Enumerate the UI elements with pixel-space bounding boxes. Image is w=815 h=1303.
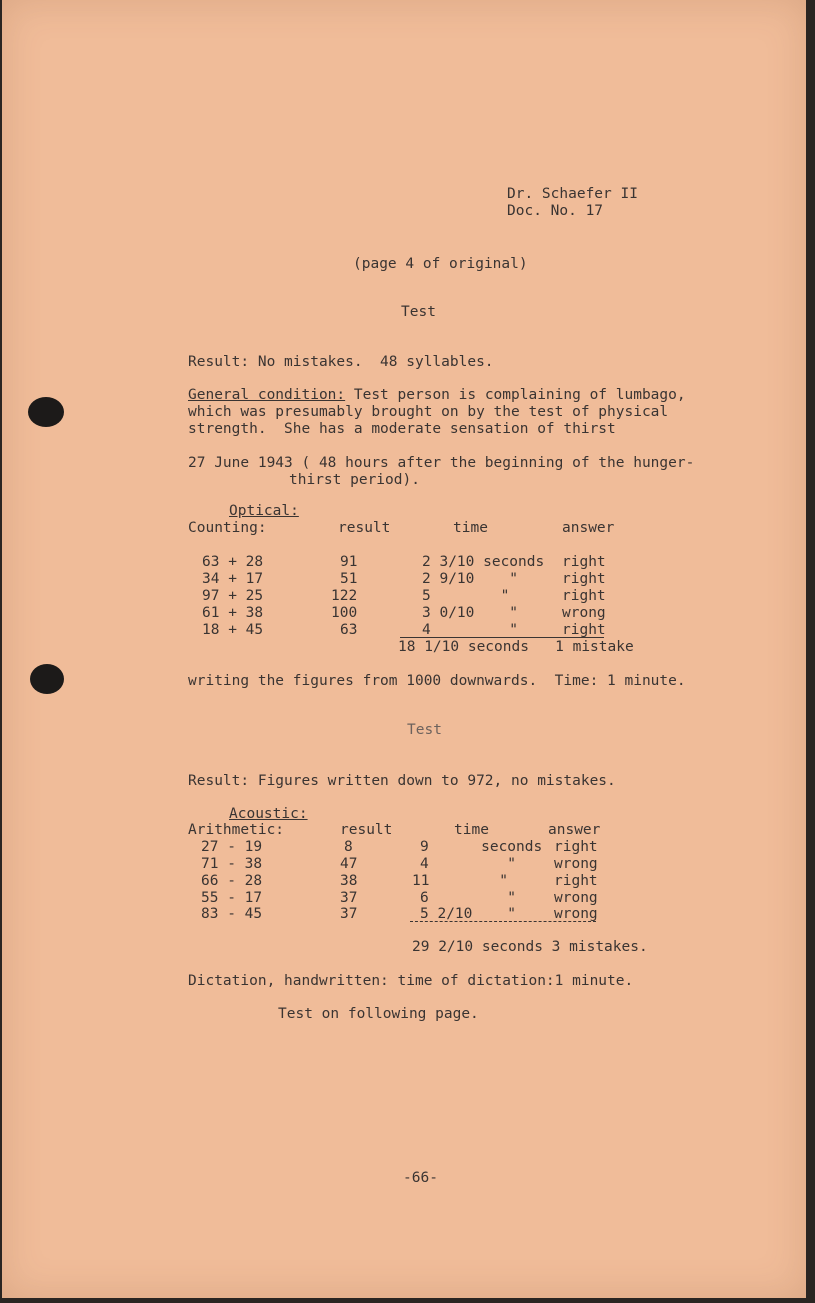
acoustic-row-5-time: 5 2/10 " [420,906,517,922]
acoustic-row-1-answer: right [554,839,598,855]
optical-row-2-time: 2 9/10 " [422,571,519,587]
acoustic-row-2-result: 47 [340,856,358,872]
acoustic-row-3-answer: right [554,873,598,889]
optical-header-answer: answer [562,520,615,536]
optical-sum-rule [400,637,604,638]
optical-row-3-time: 5 " [422,588,510,604]
acoustic-row-4-time: 6 " [420,890,517,906]
date-line-1: 27 June 1943 ( 48 hours after the beginning of the hunger- [188,455,695,471]
acoustic-row-3-result: 38 [340,873,358,889]
acoustic-total: 29 2/10 seconds 3 mistakes. [412,939,648,955]
optical-row-1-answer: right [562,554,606,570]
optical-row-2-problem: 34 + 17 [202,571,264,587]
optical-row-5-answer: right [562,622,606,638]
acoustic-row-5-problem: 83 - 45 [201,906,263,922]
optical-header-time: time [453,520,488,536]
acoustic-row-5-answer: wrong [554,906,598,922]
acoustic-row-1-time: 9 seconds [420,839,543,855]
page-reference: (page 4 of original) [353,256,528,272]
optical-row-3-result: 122 [331,588,358,604]
optical-header-result: result [338,520,391,536]
page-number: -66- [403,1170,438,1186]
result-1: Result: No mistakes. 48 syllables. [188,354,494,370]
acoustic-row-4-result: 37 [340,890,358,906]
optical-row-4-problem: 61 + 38 [202,605,264,621]
document-page [2,0,806,1298]
test-title-2: Test [407,722,442,738]
optical-row-2-answer: right [562,571,606,587]
general-condition-label: General condition: [188,387,346,403]
following-page-line: Test on following page. [278,1006,479,1022]
optical-row-1-time: 2 3/10 seconds [422,554,545,570]
general-condition-line-2: which was presumably brought on by the test of physical [188,404,669,420]
optical-row-1-result: 91 [340,554,358,570]
acoustic-header-result: result [340,822,393,838]
punch-hole-top [28,397,64,427]
acoustic-row-1-result: 8 [344,839,353,855]
general-condition-line-3: strength. She has a moderate sensation of thirst [188,421,616,437]
optical-row-3-problem: 97 + 25 [202,588,264,604]
date-line-2: thirst period). [289,472,420,488]
acoustic-row-1-problem: 27 - 19 [201,839,263,855]
optical-title: Optical: [229,503,299,519]
acoustic-header-answer: answer [548,822,601,838]
dictation-line: Dictation, handwritten: time of dictation:1 minute. [188,973,634,989]
header-author: Dr. Schaefer II [507,186,638,202]
optical-row-4-result: 100 [331,605,358,621]
optical-header-counting: Counting: [188,520,267,536]
acoustic-sum-rule [410,921,596,922]
optical-row-2-result: 51 [340,571,358,587]
punch-hole-bottom [30,664,64,694]
acoustic-row-4-answer: wrong [554,890,598,906]
optical-row-4-time: 3 0/10 " [422,605,519,621]
acoustic-header-time: time [454,822,489,838]
acoustic-row-3-time: 11 " [412,873,509,889]
optical-row-1-problem: 63 + 28 [202,554,264,570]
acoustic-header-arithmetic: Arithmetic: [188,822,285,838]
optical-row-3-answer: right [562,588,606,604]
acoustic-row-2-time: 4 " [420,856,517,872]
general-condition-text-1: Test person is complaining of lumbago, [345,387,686,403]
optical-row-4-answer: wrong [562,605,606,621]
writing-line: writing the figures from 1000 downwards. Time: 1 minute. [188,673,686,689]
general-condition-line-1 [188,387,686,404]
acoustic-title: Acoustic: [229,806,308,822]
optical-total: 18 1/10 seconds 1 mistake [398,639,634,655]
header-doc-no: Doc. No. 17 [507,203,604,219]
result-2: Result: Figures written down to 972, no mistakes. [188,773,616,789]
acoustic-row-5-result: 37 [340,906,358,922]
acoustic-row-3-problem: 66 - 28 [201,873,263,889]
optical-row-5-problem: 18 + 45 [202,622,264,638]
optical-row-5-result: 63 [340,622,358,638]
optical-row-5-time: 4 " [422,622,519,638]
acoustic-row-4-problem: 55 - 17 [201,890,263,906]
acoustic-row-2-answer: wrong [554,856,598,872]
test-title-1: Test [401,304,436,320]
acoustic-row-2-problem: 71 - 38 [201,856,263,872]
